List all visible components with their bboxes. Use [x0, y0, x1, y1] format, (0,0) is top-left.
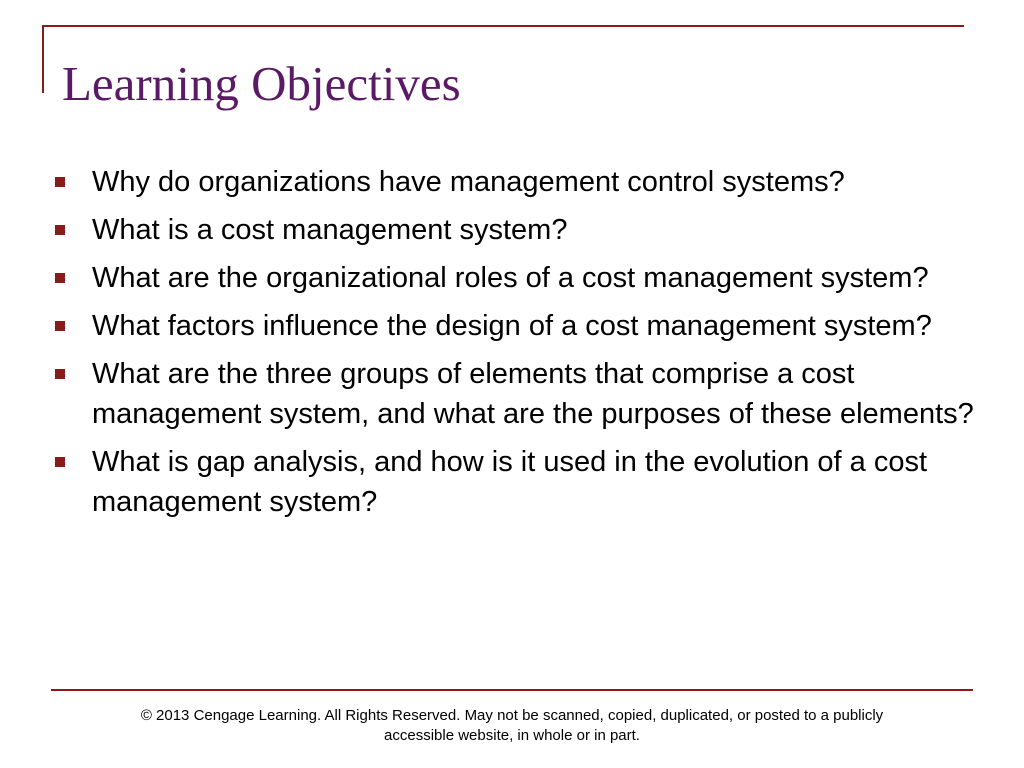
- bullet-item: [55, 306, 985, 346]
- square-bullet-icon: [55, 369, 65, 379]
- copyright-footer: [51, 706, 973, 746]
- bullet-text: What are the three groups of elements that comprise a cost management system, and what are the purposes of these elements?: [92, 358, 974, 430]
- title-frame-left-rule: [42, 25, 44, 93]
- bullet-text: What is gap analysis, and how is it used in the evolution of a cost management system?: [92, 446, 928, 518]
- bullet-text: What are the organizational roles of a cost management system?: [92, 262, 929, 294]
- square-bullet-icon: [55, 321, 65, 331]
- bullet-text: What is a cost management system?: [92, 214, 568, 246]
- bullet-item: [55, 258, 985, 298]
- square-bullet-icon: [55, 177, 65, 187]
- square-bullet-icon: [55, 273, 65, 283]
- bullet-item: [55, 354, 985, 434]
- copyright-line-2: accessible website, in whole or in part.: [384, 727, 640, 744]
- copyright-line-1: © 2013 Cengage Learning. All Rights Reserved. May not be scanned, copied, duplicated, or posted to a publicly: [140, 707, 884, 724]
- title-frame-top-rule: [42, 25, 964, 27]
- square-bullet-icon: [55, 457, 65, 467]
- bullet-text: Why do organizations have management control systems?: [92, 166, 845, 198]
- square-bullet-icon: [55, 225, 65, 235]
- bullet-item: [55, 442, 985, 522]
- bullet-item: [55, 162, 985, 202]
- slide-title: Learning Objectives: [62, 56, 461, 111]
- bullet-text: What factors influence the design of a cost management system?: [92, 310, 932, 342]
- footer-rule: [51, 689, 973, 691]
- bullet-list: [55, 162, 985, 530]
- bullet-item: [55, 210, 985, 250]
